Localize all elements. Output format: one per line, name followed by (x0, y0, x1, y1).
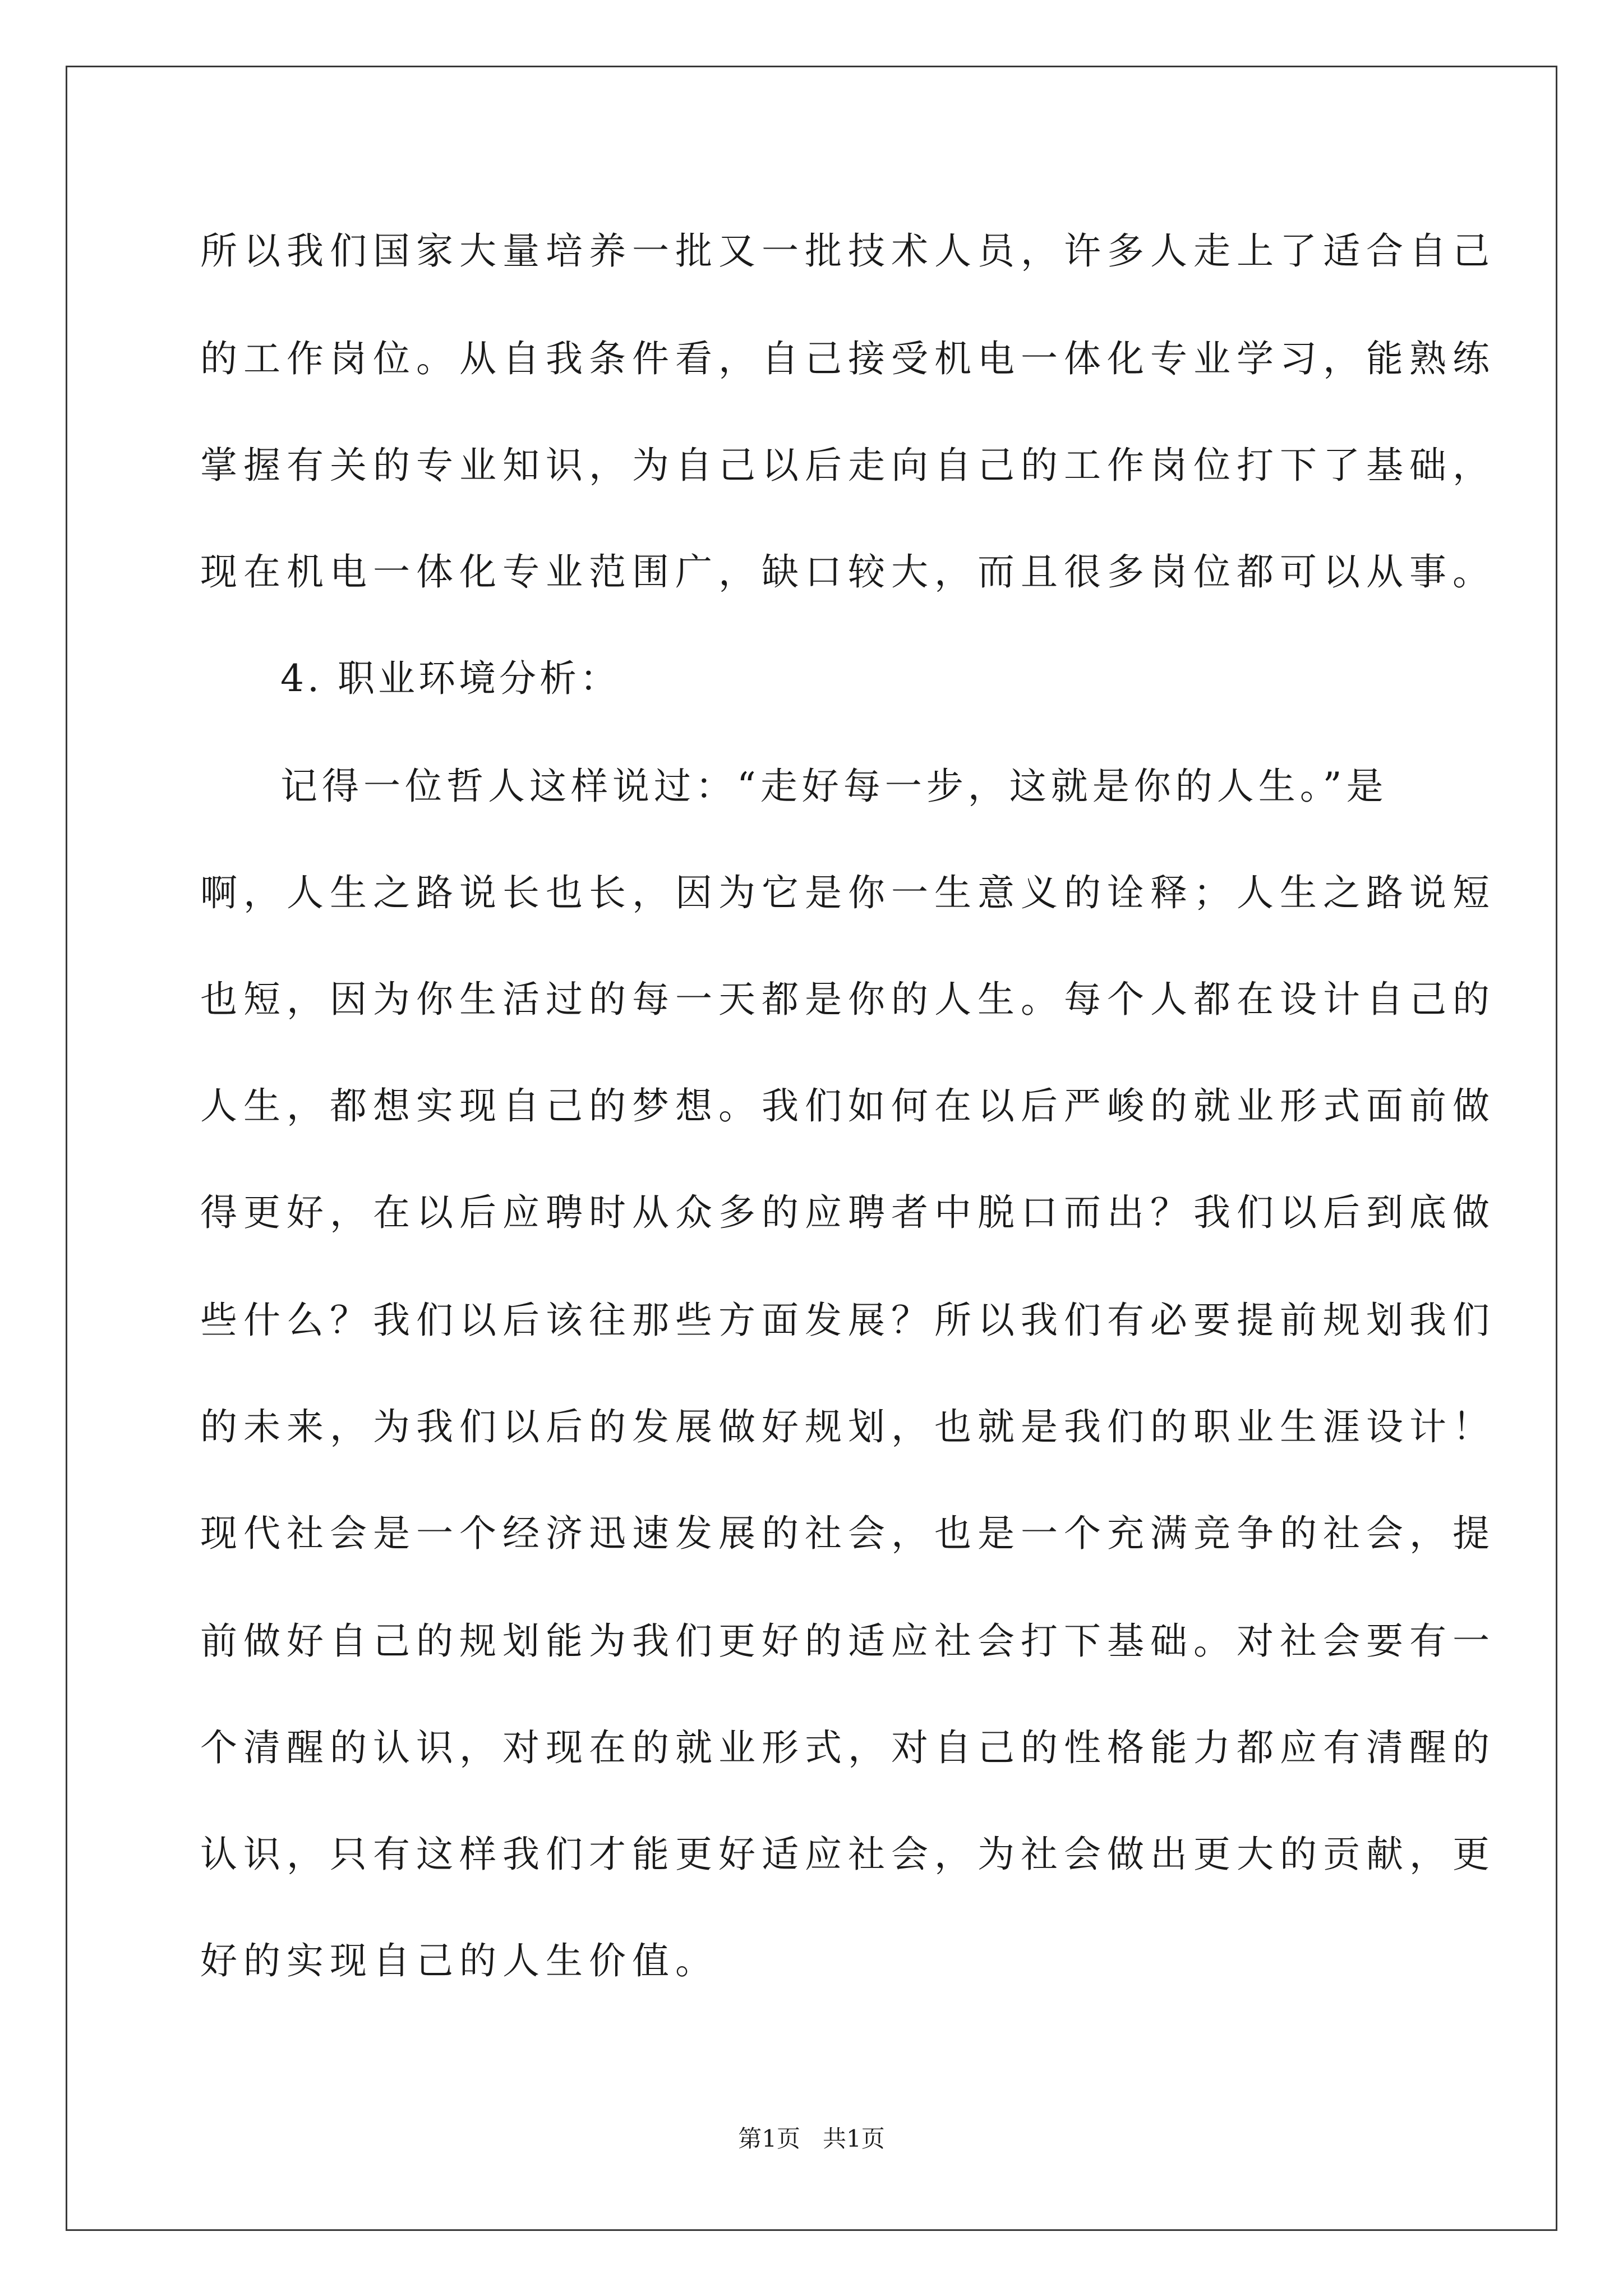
page-border (66, 66, 1557, 2231)
section-heading: 4. 职业环境分析： (280, 657, 620, 700)
text-line: 的未来，为我们以后的发展做好规划，也就是我们的职业生涯设计！ (200, 1405, 1496, 1448)
text-line: 些什么？我们以后该往那些方面发展？所以我们有必要提前规划我们 (200, 1299, 1496, 1342)
text-line: 记得一位哲人这样说过：“走好每一步，这就是你的人生。”是 (280, 765, 1388, 808)
text-line: 个清醒的认识，对现在的就业形式，对自己的性格能力都应有清醒的 (200, 1726, 1496, 1769)
text-line: 啊，人生之路说长也长，因为它是你一生意义的诠释；人生之路说短 (200, 871, 1496, 914)
text-line: 所以我们国家大量培养一批又一批技术人员，许多人走上了适合自己 (200, 229, 1496, 273)
text-line: 人生，都想实现自己的梦想。我们如何在以后严峻的就业形式面前做 (200, 1084, 1496, 1128)
page-number-footer: 第1页 共1页 (738, 2125, 885, 2152)
text-line: 前做好自己的规划能为我们更好的适应社会打下基础。对社会要有一 (200, 1619, 1496, 1663)
text-line: 现代社会是一个经济迅速发展的社会，也是一个充满竞争的社会，提 (200, 1512, 1496, 1555)
text-line: 的工作岗位。从自我条件看，自己接受机电一体化专业学习，能熟练 (200, 337, 1496, 380)
text-line: 好的实现自己的人生价值。 (200, 1939, 718, 1982)
text-line: 得更好，在以后应聘时从众多的应聘者中脱口而出？我们以后到底做 (200, 1191, 1496, 1234)
text-line: 现在机电一体化专业范围广，缺口较大，而且很多岗位都可以从事。 (200, 550, 1496, 593)
text-line: 掌握有关的专业知识，为自己以后走向自己的工作岗位打下了基础， (200, 444, 1496, 487)
text-line: 也短，因为你生活过的每一天都是你的人生。每个人都在设计自己的 (200, 978, 1496, 1021)
text-line: 认识，只有这样我们才能更好适应社会，为社会做出更大的贡献，更 (200, 1833, 1496, 1876)
